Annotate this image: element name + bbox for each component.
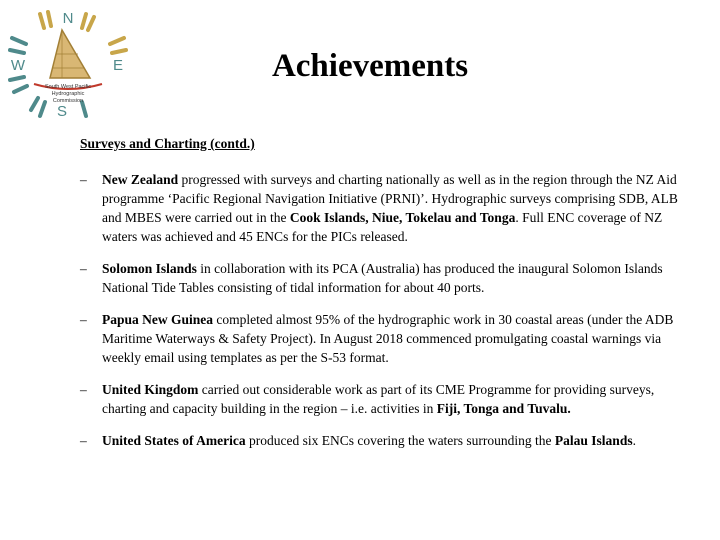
bullet-dash: – [80, 433, 87, 448]
logo-letter-e: E [112, 57, 124, 74]
bullet-text: Papua New Guinea [102, 312, 214, 327]
bullet-text: Palau Islands [554, 433, 633, 448]
swphc-logo [4, 8, 132, 122]
bullet-text: carried out considerable work as part of its CME Programme for providing surveys, charting and capacity building in the region – i.e. activities in [102, 382, 655, 416]
bullet-text: produced six ENCs covering the waters surrounding the [245, 433, 555, 448]
bullet-text: Cook Islands, Niue, Tokelau and Tonga [289, 210, 516, 225]
achievements-list [80, 170, 690, 463]
bullet-new-zealand [80, 170, 690, 246]
bullet-text: . [632, 433, 636, 448]
bullet-text: Solomon Islands [102, 261, 197, 276]
bullet-papua-new-guinea [80, 310, 690, 367]
bullet-text: United States of America [102, 433, 246, 448]
slide-title: Achievements [271, 48, 469, 84]
logo-text-line-3: Commission [52, 98, 84, 104]
bullet-text: New Zealand [102, 172, 179, 187]
bullet-united-states [80, 431, 690, 450]
logo-text-line-1: South West Pacific [44, 84, 92, 90]
bullet-text: progressed with surveys and charting nationally as well as in the region through the NZ Aid programme ‘Pacific Regional Navigation Initiative (PRNI)’. Hydrographic surveys comprising SDB, ALB and MBES were carried out in the [102, 172, 678, 225]
bullet-text: United Kingdom [102, 382, 199, 397]
bullet-dash: – [80, 261, 87, 276]
logo-text-line-2: Hydrographic [51, 91, 85, 97]
logo-letter-n: N [62, 10, 74, 27]
bullet-text: . Full ENC coverage of NZ waters was achieved and 45 ENCs for the PICs released. [102, 210, 663, 244]
bullet-text: Fiji, Tonga and Tuvalu. [436, 401, 571, 416]
bullet-dash: – [80, 172, 87, 187]
logo-letter-w: W [10, 57, 26, 74]
logo-letter-s: S [56, 103, 68, 120]
bullet-solomon-islands [80, 259, 690, 297]
bullet-dash: – [80, 312, 87, 327]
bullet-text: in collaboration with its PCA (Australia) has produced the inaugural Solomon Islands National Tide Tables consisting of tidal information for about 40 ports. [102, 261, 663, 295]
bullet-united-kingdom [80, 380, 690, 418]
rays-right-icon [110, 38, 126, 53]
bullet-text: completed almost 95% of the hydrographic work in 30 coastal areas (under the ADB Maritime Waterways & Safety Project). In August 2018 commenced promulgating coastal warnings via weekly email using templates as per the S-53 format. [102, 312, 674, 365]
section-subtitle: Surveys and Charting (contd.) [80, 136, 255, 151]
bullet-dash: – [80, 382, 87, 397]
